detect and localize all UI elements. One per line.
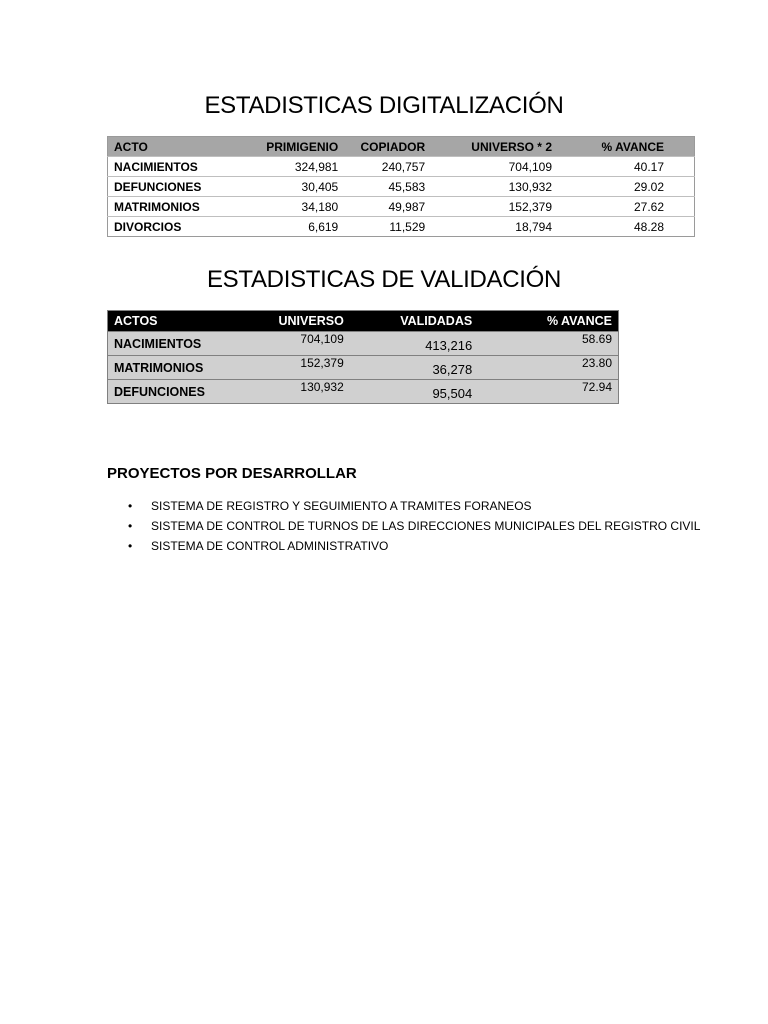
table-header-row xyxy=(108,137,695,157)
table-cell: 29.02 xyxy=(582,177,695,197)
digitalizacion-title: ESTADISTICAS DIGITALIZACIÓN xyxy=(204,92,564,119)
column-header-actos: ACTOS xyxy=(108,311,240,332)
proyectos-heading: PROYECTOS POR DESARROLLAR xyxy=(107,465,357,482)
table-row xyxy=(108,356,619,380)
table-header-row xyxy=(108,311,619,332)
table-row xyxy=(108,197,695,217)
table-cell: 36,278 xyxy=(350,356,478,380)
column-header-primigenio: PRIMIGENIO xyxy=(248,137,344,157)
column-header-universo: UNIVERSO xyxy=(239,311,350,332)
bullet-icon: • xyxy=(128,539,133,553)
proyectos-list xyxy=(107,496,700,556)
column-header-universo: UNIVERSO * 2 xyxy=(431,137,582,157)
table-cell: MATRIMONIOS xyxy=(108,197,248,217)
column-header-avance: % AVANCE xyxy=(582,137,695,157)
validacion-table xyxy=(107,310,619,404)
table-cell: 152,379 xyxy=(239,356,350,380)
list-item-label: SISTEMA DE CONTROL ADMINISTRATIVO xyxy=(151,539,389,553)
table-cell: 18,794 xyxy=(431,217,582,237)
table-cell: 72.94 xyxy=(478,380,618,404)
table-cell: DIVORCIOS xyxy=(108,217,248,237)
table-row xyxy=(108,157,695,177)
list-item xyxy=(107,536,700,556)
table-cell: 48.28 xyxy=(582,217,695,237)
column-header-acto: ACTO xyxy=(108,137,248,157)
table-cell: 23.80 xyxy=(478,356,618,380)
column-header-avance: % AVANCE xyxy=(478,311,618,332)
digitalizacion-table xyxy=(107,136,695,237)
table-cell: MATRIMONIOS xyxy=(108,356,240,380)
table-cell: 30,405 xyxy=(248,177,344,197)
table-cell: 58.69 xyxy=(478,332,618,356)
table-cell: 240,757 xyxy=(344,157,431,177)
table-cell: 45,583 xyxy=(344,177,431,197)
table-cell: 152,379 xyxy=(431,197,582,217)
table-row xyxy=(108,217,695,237)
table-cell: 130,932 xyxy=(431,177,582,197)
column-header-copiador: COPIADOR xyxy=(344,137,431,157)
table-cell: DEFUNCIONES xyxy=(108,177,248,197)
list-item xyxy=(107,496,700,516)
table-cell: 11,529 xyxy=(344,217,431,237)
table-cell: 40.17 xyxy=(582,157,695,177)
table-cell: 27.62 xyxy=(582,197,695,217)
table-row xyxy=(108,177,695,197)
validacion-title: ESTADISTICAS DE VALIDACIÓN xyxy=(206,266,562,293)
list-item-label: SISTEMA DE CONTROL DE TURNOS DE LAS DIRECCIONES MUNICIPALES DEL REGISTRO CIVIL xyxy=(151,519,701,533)
list-item xyxy=(107,516,700,536)
bullet-icon: • xyxy=(128,499,133,513)
table-cell: 324,981 xyxy=(248,157,344,177)
table-cell: NACIMIENTOS xyxy=(108,332,240,356)
table-cell: DEFUNCIONES xyxy=(108,380,240,404)
column-header-validadas: VALIDADAS xyxy=(350,311,478,332)
table-cell: 34,180 xyxy=(248,197,344,217)
table-cell: 6,619 xyxy=(248,217,344,237)
table-cell: NACIMIENTOS xyxy=(108,157,248,177)
table-cell: 413,216 xyxy=(350,332,478,356)
table-cell: 704,109 xyxy=(431,157,582,177)
table-cell: 130,932 xyxy=(239,380,350,404)
table-cell: 95,504 xyxy=(350,380,478,404)
table-cell: 704,109 xyxy=(239,332,350,356)
table-row xyxy=(108,332,619,356)
table-cell: 49,987 xyxy=(344,197,431,217)
list-item-label: SISTEMA DE REGISTRO Y SEGUIMIENTO A TRAMITES FORANEOS xyxy=(151,499,532,513)
bullet-icon: • xyxy=(128,519,133,533)
table-row xyxy=(108,380,619,404)
